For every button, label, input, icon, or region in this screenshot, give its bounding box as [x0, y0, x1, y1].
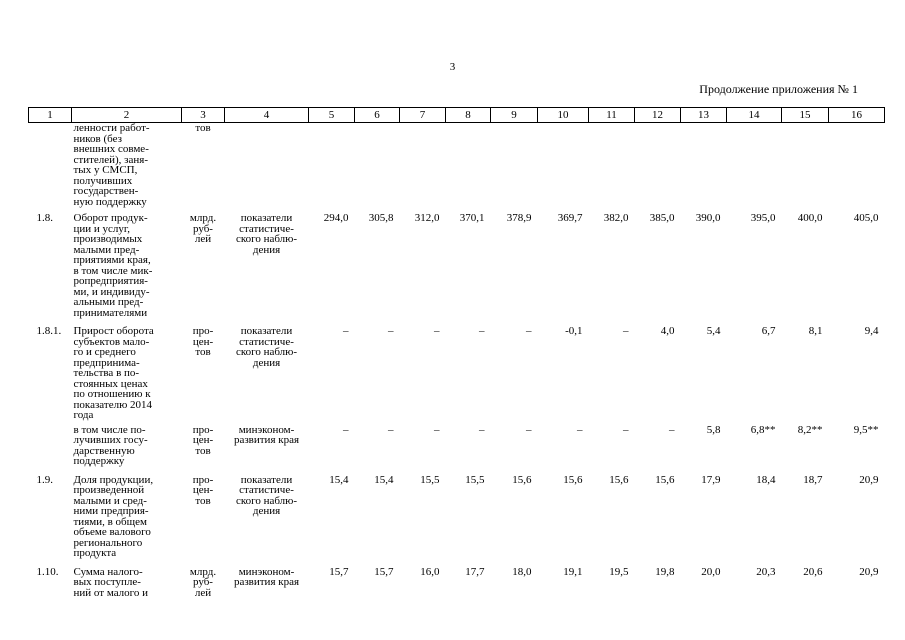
indicator-name-line: Оборот продук-: [73, 212, 148, 224]
value-cell: 405,0: [853, 212, 879, 224]
value-cell: [635, 123, 681, 208]
source-line: статистиче-: [239, 484, 294, 496]
value-cell: 369,7: [557, 212, 583, 224]
column-header: 12: [635, 108, 681, 123]
value-cell: 378,9: [506, 212, 532, 224]
source-line: ского наблю-: [235, 494, 298, 507]
indicator-name-line: субъектов мало-: [73, 335, 150, 348]
value-cell: 19,1: [563, 565, 583, 578]
indicator-name-line: тых у СМСП,: [73, 164, 138, 176]
source: [225, 123, 309, 208]
indicator-name-line: приятиями края,: [73, 254, 151, 266]
indicator-name-line: го и среднего: [73, 346, 136, 358]
value-cell: –: [388, 325, 394, 337]
row-number: 1.8.1.: [36, 325, 62, 337]
value-cell: 15,5: [465, 473, 485, 486]
value-cell: [829, 123, 885, 208]
source-line: ского наблю-: [235, 233, 298, 245]
value-cell: 8,2**: [797, 423, 823, 436]
value-cell: [681, 123, 727, 208]
value-cell: 6,7: [761, 325, 776, 337]
value-cell: 15,7: [329, 565, 349, 578]
value-cell: [491, 123, 538, 208]
indicator-name-line: вых поступле-: [73, 576, 141, 588]
value-cell: –: [343, 325, 349, 337]
value-cell: [355, 123, 400, 208]
indicator-name-line: ции и услуг,: [73, 222, 130, 235]
unit-line: цен-: [192, 335, 214, 348]
indicator-name-line: дарственную: [73, 444, 135, 457]
column-header: 5: [309, 108, 355, 123]
indicator-name-line: Доля продукции,: [73, 473, 154, 486]
value-cell: 390,0: [695, 212, 721, 224]
indicator-name-line: внешних совме-: [73, 143, 149, 155]
source: [225, 559, 309, 599]
column-header: 9: [491, 108, 538, 123]
indicator-name-line: предпринима-: [73, 356, 140, 369]
column-header: 16: [829, 108, 885, 123]
value-cell: –: [479, 423, 485, 436]
source: [225, 467, 309, 559]
indicator-name-line: стителей), заня-: [73, 153, 149, 166]
unit-line: про-: [192, 423, 214, 436]
unit-line: руб-: [193, 576, 213, 588]
source-line: дения: [252, 505, 281, 517]
value-cell: –: [479, 325, 485, 337]
unit: [182, 123, 225, 208]
header-row: [29, 108, 885, 123]
source-line: развития края: [233, 576, 300, 588]
indicator-name-line: показателю 2014: [73, 398, 153, 411]
value-cell: 312,0: [414, 212, 440, 224]
table-row: [29, 559, 885, 599]
unit-line: млрд.: [189, 565, 217, 578]
indicator-name-line: произведенной: [73, 484, 145, 496]
source-line: показатели: [240, 325, 293, 337]
table-row: [29, 318, 885, 421]
row-number: 1.10.: [36, 565, 59, 578]
indicator-name-line: регионального: [73, 536, 143, 549]
unit: [182, 318, 225, 421]
value-cell: 19,8: [655, 565, 675, 578]
column-header: 6: [355, 108, 400, 123]
value-cell: 395,0: [750, 212, 776, 224]
table-row: [29, 123, 885, 208]
value-cell: 17,9: [701, 473, 721, 486]
value-cell: –: [526, 423, 532, 436]
column-header: 13: [681, 108, 727, 123]
indicator-name: [72, 123, 182, 208]
indicator-name-line: ропредприятия-: [73, 275, 148, 287]
table-body: [29, 123, 885, 599]
indicator-name-line: ленности работ-: [73, 122, 150, 134]
value-cell: –: [526, 325, 532, 337]
unit-line: тов: [195, 444, 211, 457]
column-header: 8: [446, 108, 491, 123]
indicator-name-line: лучивших госу-: [73, 434, 148, 446]
value-cell: 20,0: [701, 565, 721, 578]
unit-line: про-: [192, 325, 214, 337]
column-header: 14: [727, 108, 782, 123]
unit-line: млрд.: [189, 212, 217, 224]
indicator-name: [72, 421, 182, 467]
unit-line: тов: [195, 346, 211, 358]
unit-line: лей: [194, 233, 212, 245]
value-cell: 15,6: [655, 473, 675, 486]
table-row: [29, 421, 885, 467]
indicator-name-line: объеме валового: [73, 526, 151, 538]
source: [225, 421, 309, 467]
indicator-name-line: альными пред-: [73, 296, 144, 308]
column-header: 10: [538, 108, 589, 123]
value-cell: 6,8**: [750, 423, 776, 436]
indicator-name-line: ний от малого и: [73, 586, 149, 599]
unit: [182, 207, 225, 318]
value-cell: [400, 123, 446, 208]
table-row: [29, 467, 885, 559]
indicator-name-line: по отношению к: [73, 388, 151, 400]
value-cell: 294,0: [323, 212, 349, 224]
value-cell: 9,5**: [853, 423, 879, 436]
unit: [182, 559, 225, 599]
indicator-name-line: принимателями: [73, 306, 148, 319]
indicator-name-line: получивших: [73, 174, 133, 187]
value-cell: 305,8: [368, 212, 394, 224]
value-cell: [309, 123, 355, 208]
value-cell: –: [434, 423, 440, 436]
indicator-name-line: тиями, в общем: [73, 515, 147, 528]
value-cell: 15,4: [374, 473, 394, 486]
indicator-name-line: ними предприя-: [73, 505, 149, 517]
indicator-name-line: малыми пред-: [73, 243, 140, 256]
value-cell: 15,5: [420, 473, 440, 486]
value-cell: –: [434, 325, 440, 337]
page-number: 3: [449, 61, 456, 73]
table-row: [29, 207, 885, 318]
source-line: ского наблю-: [235, 346, 298, 358]
unit-line: лей: [194, 586, 212, 599]
value-cell: [538, 123, 589, 208]
unit-line: тов: [195, 122, 211, 134]
indicator-name-line: малыми и сред-: [73, 494, 147, 507]
value-cell: 15,6: [563, 473, 583, 486]
column-header: 4: [225, 108, 309, 123]
unit-line: про-: [192, 473, 214, 486]
indicator-name-line: ников (без: [73, 132, 122, 145]
indicator-name-line: ми, и индивиду-: [73, 285, 150, 298]
column-header: 15: [782, 108, 829, 123]
value-cell: 15,4: [329, 473, 349, 486]
value-cell: 20,9: [859, 565, 879, 578]
source-line: статистиче-: [239, 222, 294, 235]
value-cell: 15,6: [512, 473, 532, 486]
value-cell: –: [577, 423, 583, 436]
value-cell: 18,0: [512, 565, 532, 578]
source-line: статистиче-: [239, 335, 294, 348]
value-cell: 4,0: [660, 325, 675, 337]
value-cell: -0,1: [565, 325, 583, 337]
unit-line: тов: [195, 494, 211, 507]
indicator-name: [72, 318, 182, 421]
source-line: дения: [252, 356, 281, 369]
value-cell: 5,4: [706, 325, 721, 337]
indicator-name: [72, 207, 182, 318]
value-cell: –: [623, 325, 629, 337]
value-cell: 20,9: [859, 473, 879, 486]
source-line: развития края: [233, 434, 300, 446]
indicator-name-line: стоянных ценах: [73, 377, 148, 390]
column-header: 1: [29, 108, 72, 123]
indicator-name-line: тельства в по-: [73, 367, 140, 379]
value-cell: 8,1: [808, 325, 823, 337]
row-number: 1.8.: [36, 212, 53, 224]
value-cell: 382,0: [603, 212, 629, 224]
value-cell: 400,0: [797, 212, 823, 224]
indicator-name-line: производимых: [73, 233, 143, 245]
source-line: минэконом-: [238, 565, 295, 578]
value-cell: [446, 123, 491, 208]
value-cell: 370,1: [459, 212, 485, 224]
value-cell: 5,8: [706, 423, 721, 436]
indicators-table: [28, 107, 885, 598]
value-cell: 18,4: [756, 473, 776, 486]
indicator-name-line: в том числе по-: [73, 423, 146, 436]
source-line: минэконом-: [238, 423, 295, 436]
value-cell: –: [623, 423, 629, 436]
column-header: 11: [589, 108, 635, 123]
value-cell: 20,6: [803, 565, 823, 578]
unit: [182, 421, 225, 467]
value-cell: 17,7: [465, 565, 485, 578]
source: [225, 207, 309, 318]
value-cell: 16,0: [420, 565, 440, 578]
value-cell: 9,4: [864, 325, 879, 337]
indicator-name: [72, 559, 182, 599]
value-cell: –: [669, 423, 675, 436]
indicator-name-line: года: [73, 409, 94, 421]
source-line: показатели: [240, 212, 293, 224]
column-header: 2: [72, 108, 182, 123]
column-header: 3: [182, 108, 225, 123]
value-cell: 15,7: [374, 565, 394, 578]
value-cell: 15,6: [609, 473, 629, 486]
value-cell: 19,5: [609, 565, 629, 578]
row-number: [29, 421, 72, 467]
continuation-caption: Продолжение приложения № 1: [699, 82, 858, 96]
unit-line: руб-: [193, 222, 213, 235]
indicator-name-line: в том числе мик-: [73, 264, 153, 277]
value-cell: –: [388, 423, 394, 436]
value-cell: 18,7: [803, 473, 823, 486]
indicator-name-line: государствен-: [73, 185, 139, 197]
value-cell: –: [343, 423, 349, 436]
indicator-name: [72, 467, 182, 559]
indicator-name-line: Прирост оборота: [73, 325, 154, 337]
value-cell: 385,0: [649, 212, 675, 224]
source: [225, 318, 309, 421]
source-line: показатели: [240, 473, 293, 486]
source-line: дения: [252, 243, 281, 256]
value-cell: [727, 123, 782, 208]
unit: [182, 467, 225, 559]
value-cell: 20,3: [756, 565, 776, 578]
indicator-name-line: ную поддержку: [73, 195, 147, 208]
column-header: 7: [400, 108, 446, 123]
row-number: 1.9.: [36, 473, 53, 486]
row-number: [29, 123, 72, 208]
unit-line: цен-: [192, 434, 214, 446]
indicator-name-line: продукта: [73, 547, 117, 559]
indicator-name-line: поддержку: [73, 455, 125, 467]
value-cell: [589, 123, 635, 208]
unit-line: цен-: [192, 484, 214, 496]
value-cell: [782, 123, 829, 208]
indicator-name-line: Сумма налого-: [73, 565, 143, 578]
